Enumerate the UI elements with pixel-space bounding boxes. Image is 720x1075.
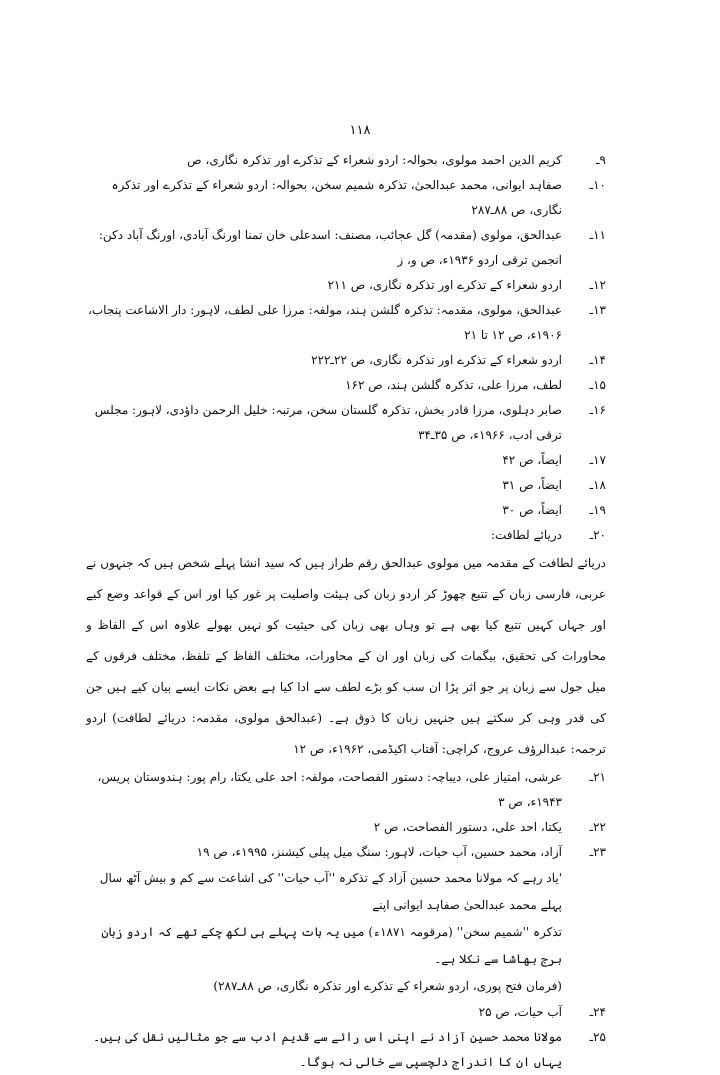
footnote [86,173,606,223]
quotation-line: تذکرہ ''شمیم سخن'' (مرقومہ ۱۸۷۱ء) میں یہ بات پہلے ہی لکھ چکے تھے کہ اردو زبان برج بھاشا سے نکلا ہے۔ [101,925,562,966]
footnote-number: ۹ـ [596,153,606,167]
footnote-text: عبدالحق، مولوی (مقدمہ) گل عجائب، مصنف: اسدعلی خان تمنا اورنگ آبادی، اورنگ آباد دکن: انجمن ترقی اردو ۱۹۳۶ء، ص و، ز [98,228,562,267]
footnote-text: عبدالحق، مولوی، مقدمہ: تذکرہ گلشن ہند، مولفہ: مرزا علی لطف، لاہور: دار الاشاعت پنجاب، ۱۹۰۶ء، ص ۱۲ تا ۲۱ [88,303,562,342]
footnote-number: ۲۳ـ [589,845,606,859]
footnote-number: ۱۲ـ [589,278,606,292]
footnote-text: لطف، مرزا علی، تذکرہ گلشن ہند، ص ۱۶۲ [345,378,562,392]
footnote-number: ۲۵ـ [589,1030,606,1044]
footnote [86,473,606,498]
footnote [86,148,606,173]
footnote [86,398,606,448]
footnote [86,1000,606,1025]
footnote-text: عرشی، امتیاز علی، دیباچہ: دستور الفصاحت، مولفہ: احد علی یکتا، رام پور: ہندوستان پریس، ۱۹۴۳ء، ص ۳ [97,770,562,809]
footnote-text: اردو شعراء کے تذکرے اور تذکرہ نگاری، ص ۲۲ـ۲۲۲ [311,353,562,367]
footnote-text: کریم الدین احمد مولوی، بحوالہ: اردو شعراء کے تذکرے اور تذکرہ نگاری، ص [187,153,562,167]
footnote [86,273,606,298]
footnote [86,815,606,840]
footnote [86,765,606,815]
footnote-text: یکتا، احد علی، دستور الفصاحت، ص ۲ [373,820,562,834]
footnote-number: ۱۱ـ [589,228,606,242]
page-number: ۱۱۸ [349,123,371,138]
footnotes [86,148,606,1075]
footnote-number: ۱۶ـ [589,403,606,417]
quoted-paragraph: دریائے لطافت کے مقدمہ میں مولوی عبدالحق رقم طراز ہیں کہ سید انشا پہلے شخص ہیں کہ جنہوں نے عربی، فارسی زبان کے تتبع چھوڑ کر اردو زبان کی ہیئت واصلیت پر غور کیا اور اس کے قواعد وضع کیے اور جہاں کہیں تتبع کیا بھی ہے تو وہاں بھی زبان کی حیثیت کو نہیں بھولے علاوہ اس کے الفاظ و محاورات کی تحقیق، بیگمات کی زبان اور ان کے محاورات، مختلف الفاظ کے تلفظ، مختلف فرقوں کے میل جول سے زبان پر جو اثر پڑا ان سب کو بڑے لطف سے ادا کیا ہے بعض نکات ایسے بیان کیے ہیں جن کی قدر وہی کر سکتے ہیں جنہیں زبان کا ذوق ہے۔ (عبدالحق مولوی، مقدمہ: دریائے لطافت) اردو ترجمہ: عبدالرؤف عروج، کراچی: آفتاب اکیڈمی، ۱۹۶۲ء، ص ۱۲ [86,556,607,756]
footnote-number: ۱۷ـ [589,453,606,467]
notes-group-b [86,765,606,865]
footnote [86,298,606,348]
footnote [86,348,606,373]
footnote-number: ۲۱ـ [589,770,606,784]
footnote-text: مولانا محمد حسین آزاد نے اپنی اس رائے سے قدیم ادب سے جو مثالیں نقل کی ہیں۔ یہاں ان کا اندراج دلچسپی سے خالی نہ ہوگا۔ [93,1030,562,1069]
footnote [86,223,606,273]
footnote [86,840,606,865]
quotation-line: 'یاد رہے کہ مولانا محمد حسین آزاد کے تذکرہ ''آب حیات'' کی اشاعت سے کم و بیش آٹھ سال پہلے محمد عبدالحیٰ صفاہد ایوانی اپنے [99,871,562,912]
quotation-block [86,865,606,1000]
footnote-number: ۱۴ـ [589,353,606,367]
footnote-number: ۲۴ـ [589,1005,606,1019]
footnote [86,373,606,398]
footnote-text: دریائے لطافت: [490,528,562,542]
footnote-text: آب حیات، ص ۲۵ [478,1005,562,1019]
footnote-text: آزاد، محمد حسین، آب حیات، لاہور: سنگ میل پبلی کیشنز، ۱۹۹۵ء، ص ۱۹ [196,845,562,859]
footnote-number: ۱۳ـ [589,303,606,317]
footnote-text: اردو شعراء کے تذکرے اور تذکرہ نگاری، ص ۲۱۱ [327,278,562,292]
footnote-text: ایضاً، ص ۳۱ [502,478,562,492]
footnote-text: ایضاً، ص ۳۰ [502,503,562,517]
footnote-text: صابر دہلوی، مرزا قادر بخش، تذکرہ گلستان سخن، مرتبہ: خلیل الرحمن داؤدی، لاہور: مجلس ترقی ادب، ۱۹۶۶ء، ص ۳۵ـ۳۴ [94,403,562,442]
notes-group-a [86,148,606,548]
footnote-number: ۱۵ـ [589,378,606,392]
footnote-text: صفاہد ایوانی، محمد عبدالحیٰ، تذکرہ شمیم سخن، بحوالہ: اردو شعراء کے تذکرے اور تذکرہ نگاری، ص ۸۸ـ۲۸۷ [111,178,562,217]
footnote-number: ۲۲ـ [589,820,606,834]
notes-group-c [86,1000,606,1075]
quotation-line: (فرمان فتح پوری، اردو شعراء کے تذکرے اور تذکرہ نگاری، ص ۸۸ـ۲۸۷) [213,979,562,993]
footnote [86,498,606,523]
footnote [86,448,606,473]
footnote [86,523,606,548]
footnote-number: ۱۰ـ [589,178,606,192]
footnote [86,1025,606,1075]
footnote-number: ۱۸ـ [589,478,606,492]
footnote-number: ۲۰ـ [589,528,606,542]
footnote-number: ۱۹ـ [589,503,606,517]
footnote-text: ایضاً، ص ۴۲ [502,453,562,467]
